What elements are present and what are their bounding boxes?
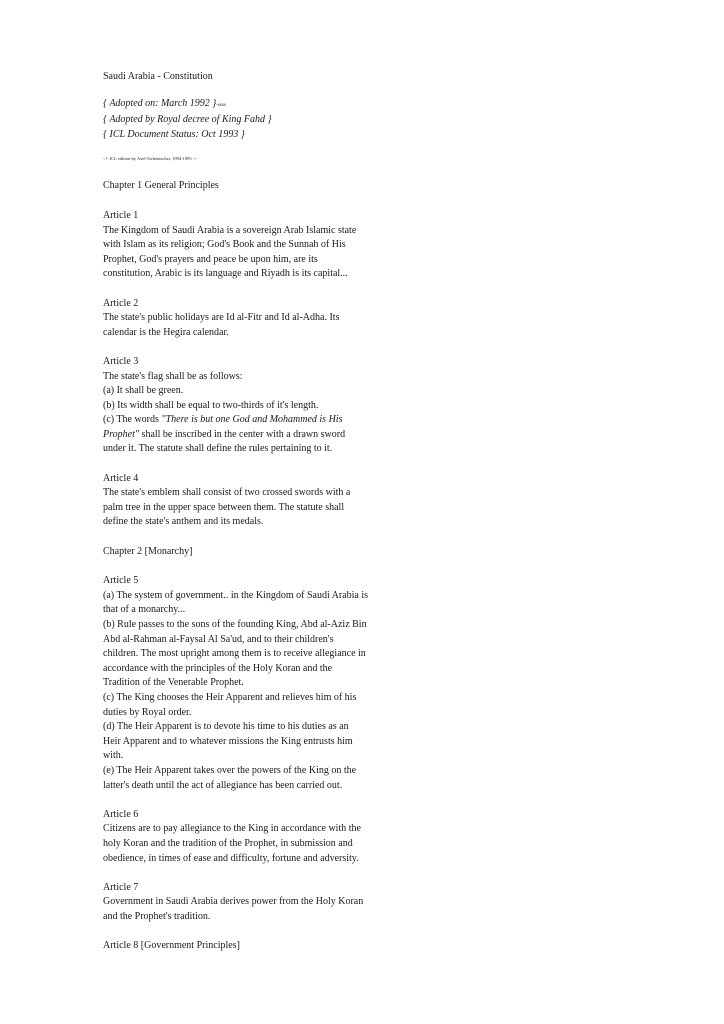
document-page bbox=[103, 70, 403, 954]
article-heading: Article 5 bbox=[103, 575, 139, 587]
chapter-2-articles bbox=[103, 574, 403, 924]
article-line: latter's death until the act of allegiance has been carried out. bbox=[103, 779, 343, 791]
article-heading: Article 6 bbox=[103, 808, 139, 820]
chapter-1-articles bbox=[103, 209, 403, 340]
article-line bbox=[103, 413, 403, 428]
article bbox=[103, 808, 403, 866]
article-line: Government in Saudi Arabia derives power from the Holy Koran bbox=[103, 896, 364, 908]
article-line: Tradition of the Venerable Prophet. bbox=[103, 677, 244, 689]
article-text: (c) The words bbox=[103, 414, 162, 426]
article-line: (a) It shall be green. bbox=[103, 385, 184, 397]
article-line: obedience, in times of ease and difficulty, fortune and adversity. bbox=[103, 852, 359, 864]
adoption-meta bbox=[103, 97, 403, 143]
article bbox=[103, 209, 403, 282]
article-heading: Article 7 bbox=[103, 881, 139, 893]
article-line: (b) Rule passes to the sons of the founding King, Abd al-Aziz Bin bbox=[103, 619, 367, 630]
article-heading: Article 3 bbox=[103, 355, 139, 367]
article bbox=[103, 297, 403, 341]
article-line: The Kingdom of Saudi Arabia is a sovereign Arab Islamic state bbox=[103, 224, 357, 236]
article-line: and the Prophet's tradition. bbox=[103, 910, 211, 922]
article-line: (a) The system of government.. in the Kingdom of Saudi Arabia is bbox=[103, 589, 369, 601]
flag-words: "There is but one God and Mohammed is His bbox=[161, 414, 343, 426]
article-heading: Article 4 bbox=[103, 472, 139, 484]
article-line: palm tree in the upper space between them. The statute shall bbox=[103, 501, 345, 513]
article-line: The state's flag shall be as follows: bbox=[103, 370, 243, 382]
article-line: (b) Its width shall be equal to two-thirds of it's length. bbox=[103, 399, 319, 411]
article-line: define the state's anthem and its medals. bbox=[103, 516, 264, 528]
adopted-on-line bbox=[103, 97, 403, 114]
article-line: with. bbox=[103, 750, 124, 762]
article-line: holy Koran and the tradition of the Prophet, in submission and bbox=[103, 837, 353, 849]
article-line: under it. The statute shall define the rules pertaining to it. bbox=[103, 443, 333, 455]
article-line: The state's public holidays are Id al-Fitr and Id al-Adha. Its bbox=[103, 312, 340, 324]
article-line: (e) The Heir Apparent takes over the powers of the King on the bbox=[103, 764, 357, 776]
document-title: Saudi Arabia - Constitution bbox=[103, 71, 213, 82]
flag-words: Prophet" bbox=[103, 428, 140, 440]
article-text: shall be inscribed in the center with a drawn sword bbox=[139, 428, 346, 440]
article-4 bbox=[103, 472, 403, 530]
article-line: Heir Apparent and to whatever missions the King entrusts him bbox=[103, 735, 353, 747]
article-line: calendar is the Hegira calendar. bbox=[103, 326, 229, 338]
article-line: Abd al-Rahman al-Faysal Al Sa'ud, and to their children's bbox=[103, 633, 334, 645]
article bbox=[103, 574, 403, 793]
article-line: children. The most upright among them is to receive allegiance in bbox=[103, 648, 366, 660]
adopted-on-suffix: -ssss bbox=[216, 102, 226, 108]
article-line: Citizens are to pay allegiance to the King in accordance with the bbox=[103, 823, 361, 835]
article-line: Prophet, God's prayers and peace be upon him, are its bbox=[103, 253, 318, 265]
article-line: The state's emblem shall consist of two crossed swords with a bbox=[103, 487, 351, 499]
article-line bbox=[103, 428, 403, 443]
article-line: constitution, Arabic is its language and Riyadh is its capital... bbox=[103, 268, 348, 280]
chapter-1-heading: Chapter 1 General Principles bbox=[103, 180, 219, 192]
article-line: accordance with the principles of the Holy Koran and the bbox=[103, 662, 333, 674]
article-heading: Article 1 bbox=[103, 209, 139, 221]
article-line: that of a monarchy... bbox=[103, 604, 186, 616]
document-status: { ICL Document Status: Oct 1993 } bbox=[103, 128, 245, 140]
chapter-2-heading: Chapter 2 [Monarchy] bbox=[103, 545, 193, 557]
article-line: (d) The Heir Apparent is to devote his time to his duties as an bbox=[103, 721, 349, 733]
article-heading: Article 2 bbox=[103, 297, 139, 309]
adopted-by: { Adopted by Royal decree of King Fahd } bbox=[103, 114, 272, 126]
article-3 bbox=[103, 355, 403, 457]
article-line: (c) The King chooses the Heir Apparent and relieves him of his bbox=[103, 691, 357, 703]
article-line: duties by Royal order. bbox=[103, 706, 192, 718]
article-line: with Islam as its religion; God's Book and the Sunnah of His bbox=[103, 239, 346, 251]
adopted-on: { Adopted on: March 1992 } bbox=[103, 97, 217, 109]
article bbox=[103, 881, 403, 925]
edition-note: <!- ICL edition by Axel Tschentscher, 1994-1995 -> bbox=[103, 156, 197, 162]
article-8-heading: Article 8 [Government Principles] bbox=[103, 940, 240, 952]
